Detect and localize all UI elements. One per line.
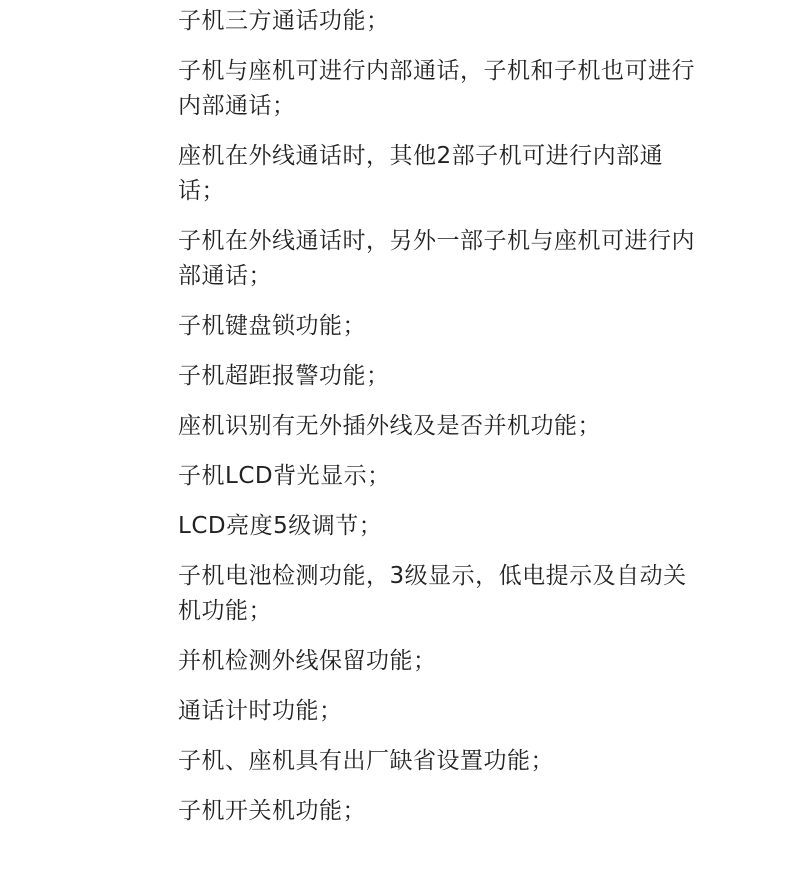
feature-item-handset-external-call: 子机在外线通话时，另外一部子机与座机可进行内部通话；	[178, 228, 695, 289]
feature-list	[178, 4, 708, 844]
feature-item-factory-reset: 子机、座机具有出厂缺省设置功能；	[178, 748, 554, 774]
feature-item-call-timer: 通话计时功能；	[178, 698, 343, 724]
feature-item-power-switch: 子机开关机功能；	[178, 798, 366, 824]
feature-item-line-detection: 座机识别有无外插外线及是否并机功能；	[178, 413, 601, 439]
feature-item-base-external-call: 座机在外线通话时，其他2部子机可进行内部通话；	[178, 143, 664, 204]
feature-item-internal-call: 子机与座机可进行内部通话，子机和子机也可进行内部通话；	[178, 58, 695, 119]
feature-item-lcd-brightness: LCD亮度5级调节；	[178, 513, 383, 539]
feature-item-battery-detection: 子机电池检测功能，3级显示，低电提示及自动关机功能；	[178, 563, 687, 624]
feature-item-lcd-backlight: 子机LCD背光显示；	[178, 463, 391, 489]
feature-item-range-alarm: 子机超距报警功能；	[178, 363, 390, 389]
feature-item-three-way-call: 子机三方通话功能；	[178, 8, 390, 34]
feature-item-keypad-lock: 子机键盘锁功能；	[178, 313, 366, 339]
feature-item-line-hold: 并机检测外线保留功能；	[178, 648, 437, 674]
